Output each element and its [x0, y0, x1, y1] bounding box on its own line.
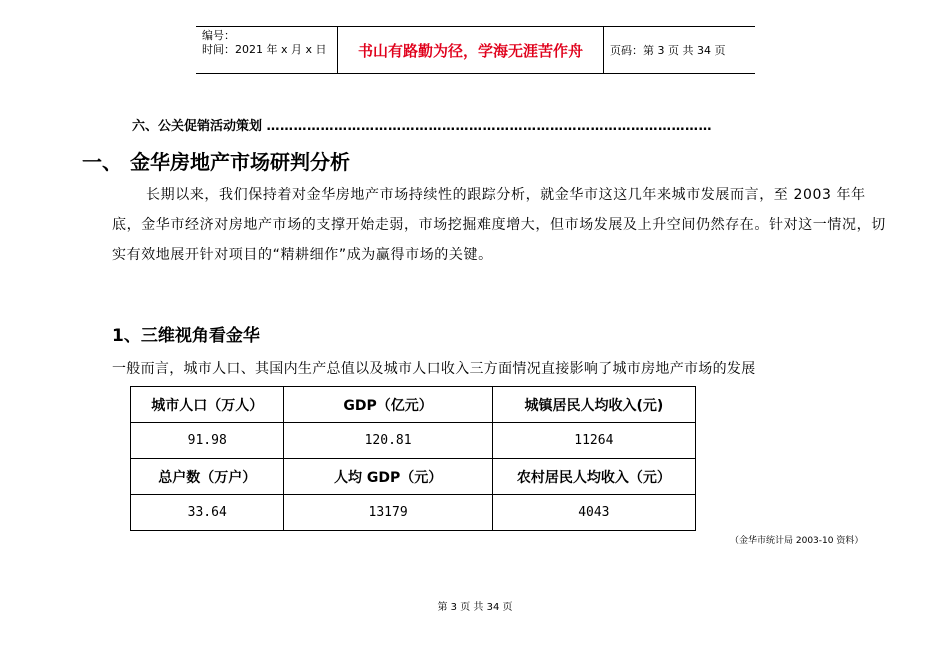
table-value-cell: 91.98: [131, 423, 284, 459]
header-number-label: 编号：: [202, 29, 235, 42]
source-note: （金华市统计局 2003-10 资料）: [730, 536, 864, 546]
table-value-cell: 4043: [492, 495, 695, 531]
section-number: 一、: [82, 150, 122, 174]
table-header-cell: 农村居民人均收入（元）: [492, 459, 695, 495]
header-motto: 书山有路勤为径，学海无涯苦作舟: [338, 27, 604, 73]
table-row: [131, 495, 696, 531]
table-header-cell: 城市人口（万人）: [131, 387, 284, 423]
table-header-cell: 城镇居民人均收入(元): [492, 387, 695, 423]
table-value-cell: 13179: [284, 495, 492, 531]
page-footer: 第 3 页 共 34 页: [437, 602, 513, 613]
toc-title: 六、公关促销活动策划: [132, 119, 263, 134]
table-row: [131, 423, 696, 459]
table-row: [131, 387, 696, 423]
header-page-label: 页码：第 3 页 共 34 页: [610, 44, 726, 57]
header-time-label: 时间：2021 年 x 月 x 日: [202, 43, 327, 56]
table-row: [131, 459, 696, 495]
section-paragraph: [112, 180, 892, 270]
table-header-cell: 人均 GDP（元）: [284, 459, 492, 495]
section-title: 金华房地产市场研判分析: [130, 150, 350, 174]
subsection-heading: 1、三维视角看金华: [112, 326, 260, 346]
toc-line: [132, 115, 712, 134]
stats-table: [130, 386, 696, 531]
table-value-cell: 11264: [492, 423, 695, 459]
table-value-cell: 33.64: [131, 495, 284, 531]
page-header: [196, 26, 755, 74]
section-heading: [82, 146, 350, 175]
table-header-cell: 总户数（万户）: [131, 459, 284, 495]
table-value-cell: 120.81: [284, 423, 492, 459]
table-header-cell: GDP（亿元）: [284, 387, 492, 423]
section-paragraph-text: 长期以来，我们保持着对金华房地产市场持续性的跟踪分析，就金华市这这几年来城市发展而言，至 2003 年年底，金华市经济对房地产市场的支撑开始走弱，市场挖掘难度增大，但市场发展及上升空间仍然存在。针对这一情况，切实有效地展开针对项目的“精耕细作”成为赢得市场的关键。: [112, 187, 886, 263]
toc-dots: ………………………………………………………………………………………: [266, 119, 713, 134]
subsection-intro: 一般而言，城市人口、其国内生产总值以及城市人口收入三方面情况直接影响了城市房地产市场的发展: [112, 361, 756, 377]
header-meta: [196, 27, 338, 73]
